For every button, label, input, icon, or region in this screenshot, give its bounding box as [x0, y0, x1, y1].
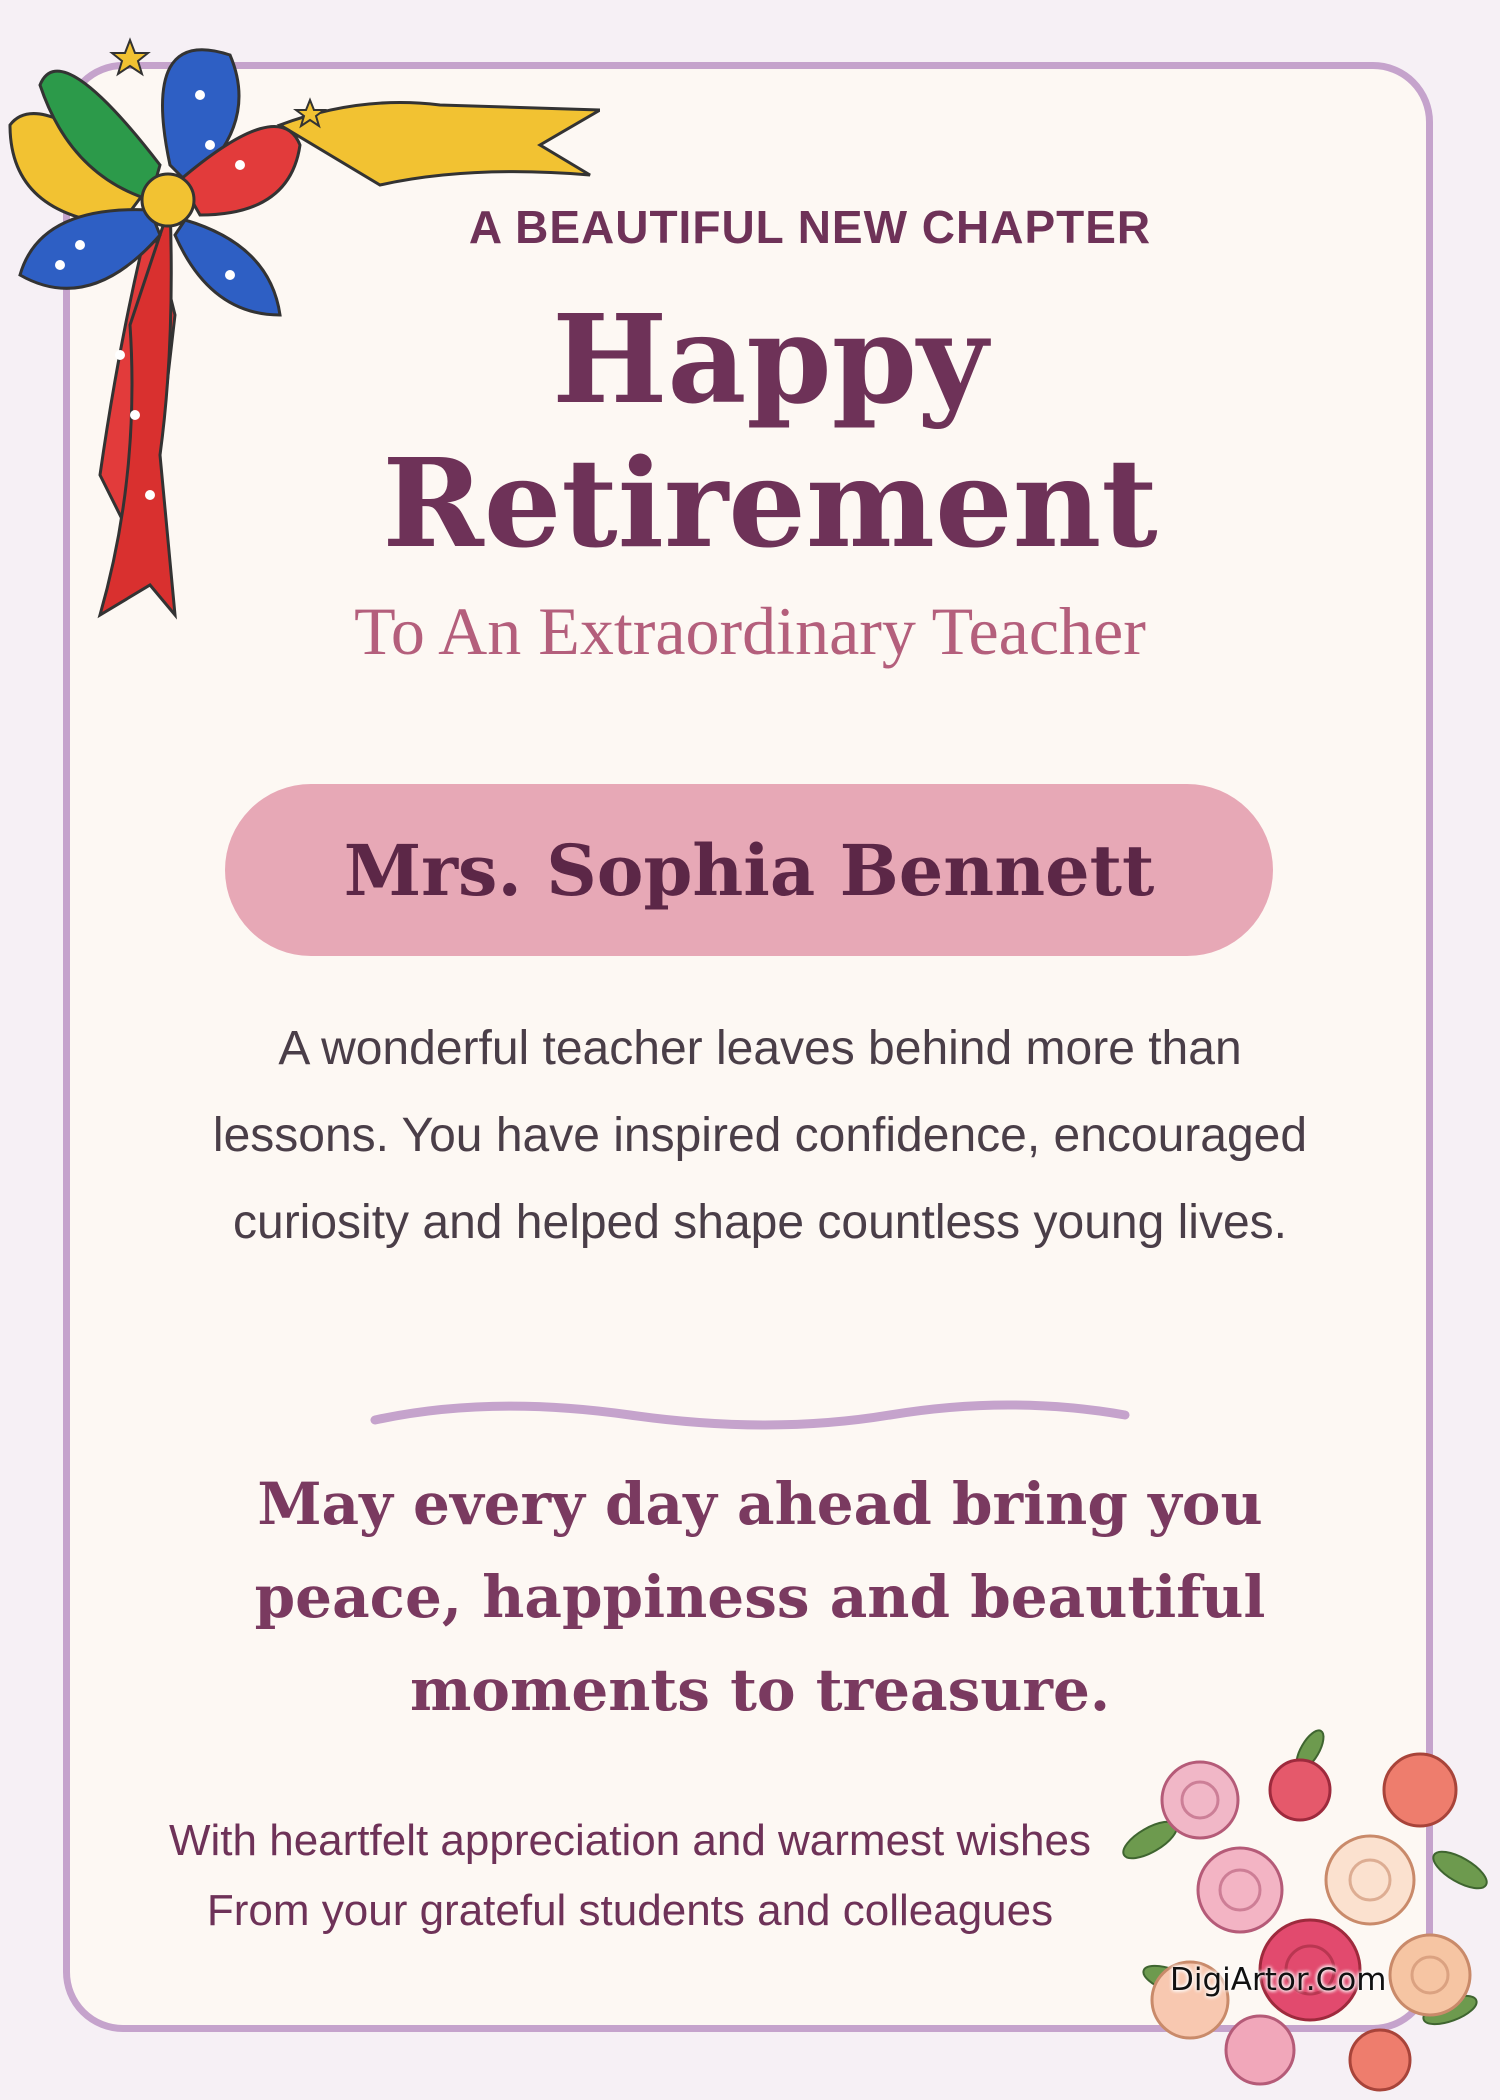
- name-banner: [225, 784, 1273, 956]
- wish-text: May every day ahead bring you peace, happiness and beautiful moments to treasure.: [254, 1470, 1266, 1724]
- sign-line-2: From your grateful students and colleagues: [206, 1886, 1054, 1935]
- recipient-name: Mrs. Sophia Bennett: [343, 828, 1155, 912]
- subtitle: To An Extraordinary Teacher: [354, 593, 1146, 669]
- watermark: DigiArtor.Com: [1170, 1962, 1387, 1998]
- rose-bouquet-icon: [1110, 1720, 1500, 2100]
- title-line-1: Happy: [552, 287, 988, 431]
- message-text: A wonderful teacher leaves behind more than lessons. You have inspired confidence, encouraged curiosity and helped shape countless young lives.: [212, 1022, 1308, 1249]
- kicker-text: A BEAUTIFUL NEW CHAPTER: [468, 201, 1152, 253]
- title-line-2: Retirement: [382, 431, 1158, 575]
- wavy-divider: [370, 1390, 1130, 1460]
- sign-line-1: With heartfelt appreciation and warmest wishes: [169, 1816, 1091, 1865]
